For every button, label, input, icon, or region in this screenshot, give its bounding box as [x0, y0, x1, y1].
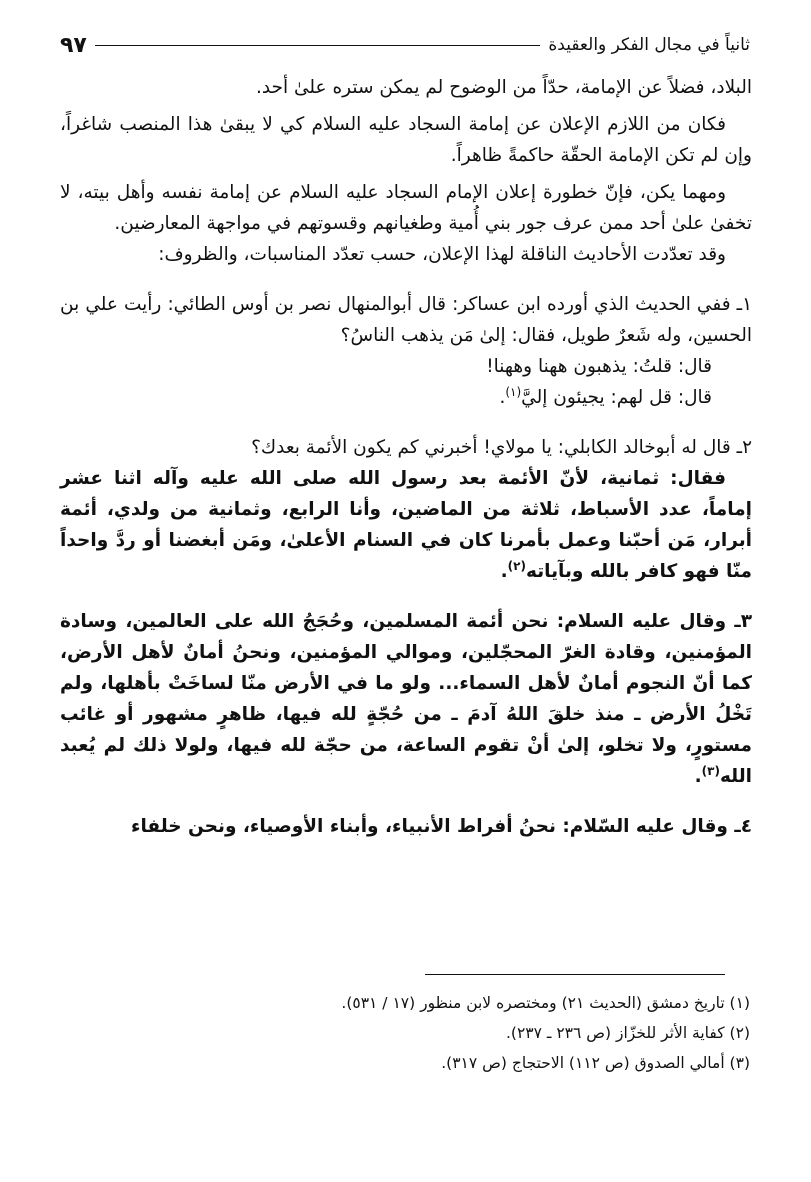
- footnote: (٣) أمالي الصدوق (ص ١١٢) الاحتجاج (ص ٣١٧).: [441, 1054, 750, 1072]
- hadith-1-closing: قال: قل لهم: يجيئون إليَّ: [521, 387, 712, 408]
- hadith-3-body: ٣ـ وقال عليه السلام: نحن أئمة المسلمين، وحُجَجُ الله على العالمين، وسادة المؤمنين، وقادة الغرّ المحجّلين، وموالي المؤمنين، ونحنُ أمانٌ لأهل الأرض، كما أنّ النجوم أمانٌ لأهل السماء... ولو ما في الأرض منّا لساخَتْ بأهلها، ولم تَخْلُ الأرض ـ منذ خلقَ اللهُ آدمَ ـ من حُجّةٍ لله فيها، ظاهرٍ مشهور أو غائب مستورٍ، ولا تخلو، إلىٰ أنْ تقوم الساعة، من حجّة لله فيها، ولولا ذلك لم يُعبد الله: [60, 611, 752, 787]
- hadith-2-intro: ٢ـ قال له أبوخالد الكابلي: يا مولاي! أخبرني كم يكون الأئمة بعدك؟: [251, 437, 752, 458]
- hadith-2-body: فقال: ثمانية، لأنّ الأئمة بعد رسول الله صلى الله عليه وآله اثنا عشر إماماً، عدد الأسباط، ثلاثة من الماضين، وأنا الرابع، وثمانية من ولدي، أئمة أبرار، مَن أحبّنا وعمل بأمرنا كان في السنام الأعلىٰ، ومَن أبغضنا أو ردَّ واحداً منّا فهو كافر بالله وبآياته: [60, 468, 752, 582]
- footnote-separator: [425, 974, 725, 975]
- paragraph: ومهما يكن، فإنّ خطورة إعلان الإمام السجاد عليه السلام عن إمامة نفسه وأهل بيته، لا تخفىٰ علىٰ أحد ممن عرف جور بني أُمية وطغيانهم وقسوتهم في مواجهة المعارضين.: [60, 182, 752, 234]
- footnote-marker: (٣): [701, 763, 720, 778]
- footnote: (١) تاريخ دمشق (الحديث ٢١) ومختصره لابن منظور (١٧ / ٥٣١).: [341, 994, 750, 1012]
- footnotes: [60, 988, 750, 1078]
- footnote-marker: (٢): [507, 558, 526, 573]
- hadith-3-text: ٣ـ وقال عليه السلام: نحن أئمة المسلمين، وحُجَجُ الله على العالمين، وسادة المؤمنين، وقادة الغرّ المحجّلين، وموالي المؤمنين، ونحنُ أمانٌ لأهل الأرض، كما أنّ النجوم أمانٌ لأهل السماء... ولو ما في الأرض منّا لساخَتْ بأهلها، ولم تَخْلُ الأرض ـ منذ خلقَ اللهُ آدمَ ـ من حُجّةٍ لله فيها، ظاهرٍ مشهور أو غائب مستورٍ، ولا تخلو، إلىٰ أنْ تقوم الساعة، من حجّة لله فيها، ولولا ذلك لم يُعبد الله$^{(٣)}$.: [60, 611, 752, 787]
- paragraph: البلاد، فضلاً عن الإمامة، حدّاً من الوضوح لم يمكن ستره علىٰ أحد.: [255, 77, 752, 98]
- footnote: (٢) كفاية الأثر للخزّاز (ص ٢٣٦ ـ ٢٣٧).: [505, 1024, 750, 1042]
- main-text: [60, 72, 752, 842]
- page-number: ٩٧: [60, 32, 87, 58]
- hadith-1-line: قال: قلتُ: يذهبون ههنا وههنا!: [486, 356, 712, 377]
- hadith-1-intro: ١ـ ففي الحديث الذي أورده ابن عساكر: قال أبوالمنهال نصر بن أوس الطائي: رأيت علي بن الحسين، وله شَعرٌ طويل، فقال: إلىٰ مَن يذهب الناسُ؟: [60, 294, 752, 346]
- header-rule: [95, 45, 541, 46]
- page-header: [60, 30, 750, 60]
- paragraph: وقد تعدّدت الأحاديث الناقلة لهذا الإعلان، حسب تعدّد المناسبات، والظروف:: [158, 244, 726, 265]
- running-title: ثانياً في مجال الفكر والعقيدة: [548, 35, 750, 55]
- hadith-2-text: فقال: ثمانية، لأنّ الأئمة بعد رسول الله صلى الله عليه وآله اثنا عشر إماماً، عدد الأسباط، ثلاثة من الماضين، وأنا الرابع، وثمانية من ولدي، أئمة أبرار، مَن أحبّنا وعمل بأمرنا كان في السنام الأعلىٰ، ومَن أبغضنا أو ردَّ واحداً منّا فهو كافر بالله وبآياته$^{(٢)}$.: [60, 468, 752, 582]
- hadith-4-text: ٤ـ وقال عليه السّلام: نحنُ أفراط الأنبياء، وأبناء الأوصياء، ونحن خلفاء: [130, 816, 752, 837]
- paragraph: فكان من اللازم الإعلان عن إمامة السجاد عليه السلام كي لا يبقىٰ هذا المنصب شاغراً، وإن لم تكن الإمامة الحقّة حاكمةً ظاهراً.: [60, 114, 752, 166]
- footnote-marker: (١): [505, 384, 522, 399]
- hadith-1-line: قال: قل لهم: يجيئون إليَّ$^{(١)}$.: [499, 384, 712, 408]
